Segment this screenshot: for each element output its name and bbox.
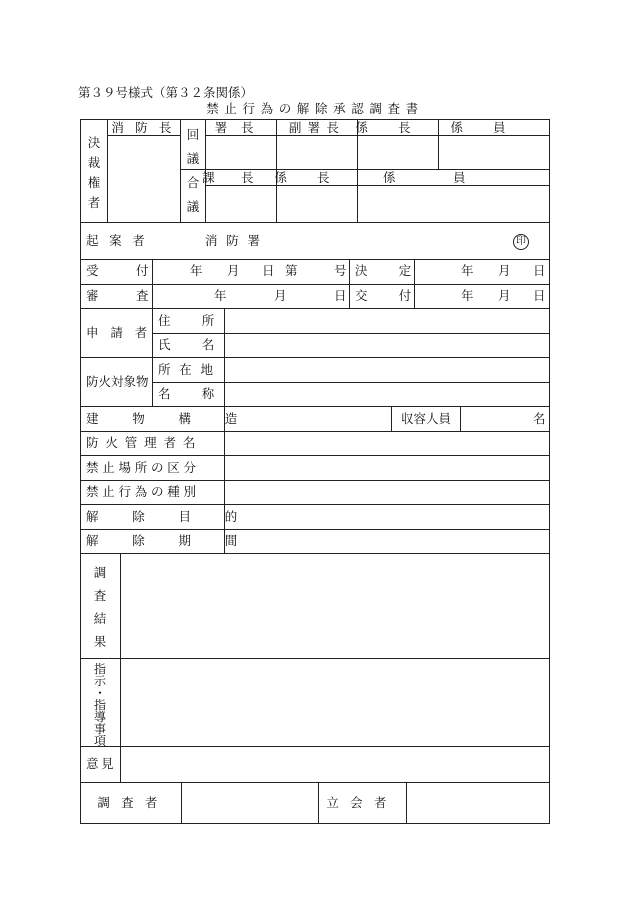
drafter-unit: 消防署 <box>205 233 269 248</box>
applicant-address-label: 住所 <box>158 313 246 328</box>
target-name-field[interactable] <box>225 383 549 406</box>
approver-kakariin: 係員 <box>450 120 536 135</box>
kaigi-label: 回 議 <box>186 127 200 166</box>
approver-shochou: 署長 <box>214 120 268 135</box>
uketsuke-dai: 第 <box>285 263 298 278</box>
approver-kachou: 課長 <box>202 170 280 185</box>
applicant-address-field[interactable] <box>225 309 549 333</box>
investigator-field[interactable] <box>182 783 318 823</box>
aigi-label: 合 議 <box>186 175 200 214</box>
seal-box-kakarichou[interactable] <box>358 136 438 169</box>
witness-field[interactable] <box>407 783 549 823</box>
koufu-label: 交付 <box>355 288 443 303</box>
shinsa-label-b: 査 <box>136 288 149 303</box>
approver-kakariin-2: 係員 <box>382 170 524 185</box>
guidance-field[interactable] <box>121 659 549 746</box>
uketsuke-day: 日 <box>262 263 275 278</box>
uketsuke-label-b: 付 <box>136 263 149 278</box>
opinion-label: 意見 <box>86 756 117 771</box>
target-location-label: 所在地 <box>158 362 222 377</box>
kettei-day: 日 <box>533 263 546 278</box>
approver-kakarichou: 係長 <box>355 120 441 135</box>
seal-box-shochou[interactable] <box>205 136 276 169</box>
kettei-label: 決定 <box>355 263 443 278</box>
shinsa-day: 日 <box>334 288 347 303</box>
structure-label: 建物構造 <box>86 411 272 426</box>
target-label: 防火対象物 <box>86 374 149 389</box>
koufu-year: 年 <box>461 288 474 303</box>
row-period: 解除期間 <box>86 533 272 548</box>
shinsa-month: 月 <box>274 288 287 303</box>
approver-kakarichou-2: 係長 <box>274 170 360 185</box>
drafter-label: 起案者 <box>86 233 156 248</box>
investigator-label: 調査者 <box>97 795 169 810</box>
seal-box-fukushochou[interactable] <box>277 136 357 169</box>
kettei-month: 月 <box>498 263 511 278</box>
uketsuke-label-a: 受 <box>86 263 99 278</box>
shinsa-year: 年 <box>214 288 227 303</box>
applicant-name-field[interactable] <box>225 334 549 357</box>
capacity-unit: 名 <box>533 411 546 426</box>
shochou-label: 消防長 <box>111 120 183 135</box>
uketsuke-year: 年 <box>190 263 203 278</box>
result-field[interactable] <box>121 554 549 658</box>
seal-box-kakariin[interactable] <box>439 136 549 169</box>
row-manager-name: 防火管理者名 <box>86 435 203 450</box>
row-forbidden-area: 禁止場所の区分 <box>86 460 200 475</box>
shinsa-label-a: 審 <box>86 288 99 303</box>
result-label: 調 査 結 果 <box>93 565 107 649</box>
applicant-label: 申請者 <box>86 325 160 340</box>
form-title: 禁止行為の解除承認調査書 <box>206 101 424 116</box>
guidance-label: 指 示 ・ 指 導 事 項 <box>93 662 106 748</box>
witness-label: 立会者 <box>326 795 398 810</box>
row-purpose: 解除目的 <box>86 509 272 524</box>
target-name-label: 名称 <box>158 386 246 401</box>
row-forbidden-act: 禁止行為の種別 <box>86 484 200 499</box>
approver-fukushochou: 副署長 <box>288 120 346 135</box>
uketsuke-month: 月 <box>227 263 240 278</box>
koufu-month: 月 <box>498 288 511 303</box>
uketsuke-go: 号 <box>334 263 347 278</box>
opinion-field[interactable] <box>121 747 549 782</box>
target-location-field[interactable] <box>225 358 549 382</box>
seal-mark: 印 <box>513 234 529 250</box>
kessai-label: 決 裁 権 者 <box>87 135 101 210</box>
kettei-year: 年 <box>461 263 474 278</box>
capacity-label: 収容人員 <box>401 411 452 426</box>
koufu-day: 日 <box>533 288 546 303</box>
form-number: 第３９号様式（第３２条関係） <box>78 85 254 100</box>
applicant-name-label: 氏名 <box>158 337 246 352</box>
